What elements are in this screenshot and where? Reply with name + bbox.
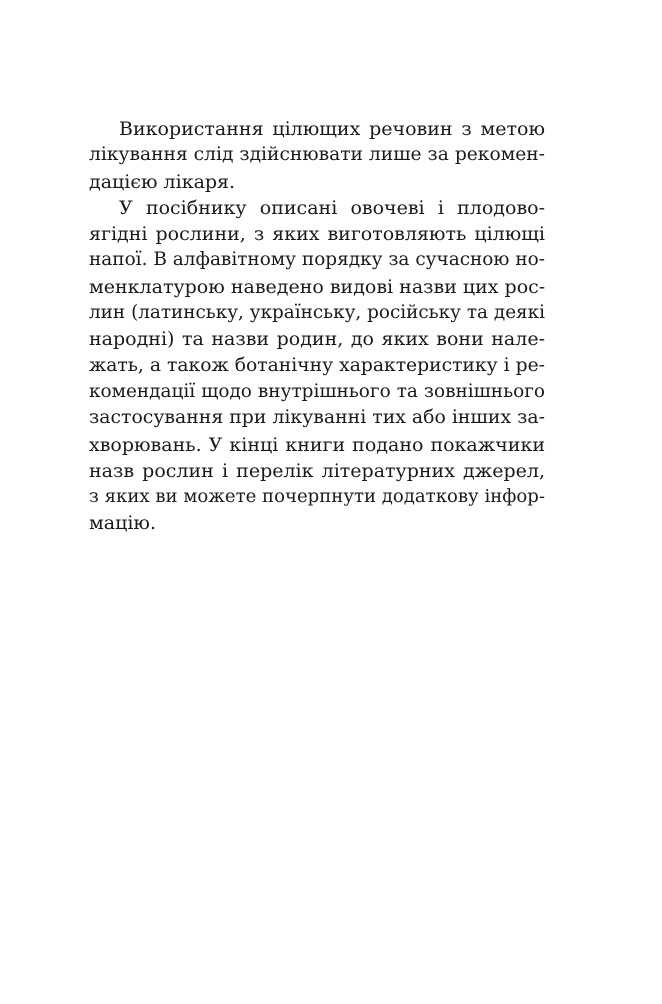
paragraph-2 [89,195,545,537]
text-line: напої. В алфавітному порядку за сучасною но- [89,249,545,271]
paragraph-1 [89,116,545,195]
text-line: дацією лікаря. [89,170,236,193]
body-text [89,116,545,537]
text-line: ягідні рослини, з яких виготовляють цілющі [89,223,545,246]
text-line: лин (латинську, українську, російську та деякі [89,302,545,324]
text-line: застосування при лікуванні тих або інших за- [89,407,545,429]
text-line: з яких ви можете почерпнути додаткову інфор- [89,486,545,508]
text-line: менклатурою наведено видові назви цих рос- [89,275,546,298]
text-line: мацію. [89,512,156,535]
text-line: назв рослин і перелік літературних джерел, [89,459,545,482]
text-line: Використання цілющих речовин з метою [119,118,545,140]
text-line: жать, а також ботанічну характеристику і ре- [89,354,545,376]
text-line: лікування слід здійснювати лише за рекомен- [89,144,545,166]
text-line: У посібнику описані овочеві і плодово- [119,196,545,219]
text-line: хворювань. У кінці книги подано покажчики [89,433,545,456]
text-line: народні) та назви родин, до яких вони нале- [89,328,545,351]
text-line: комендації щодо внутрішнього та зовнішнього [89,380,545,402]
